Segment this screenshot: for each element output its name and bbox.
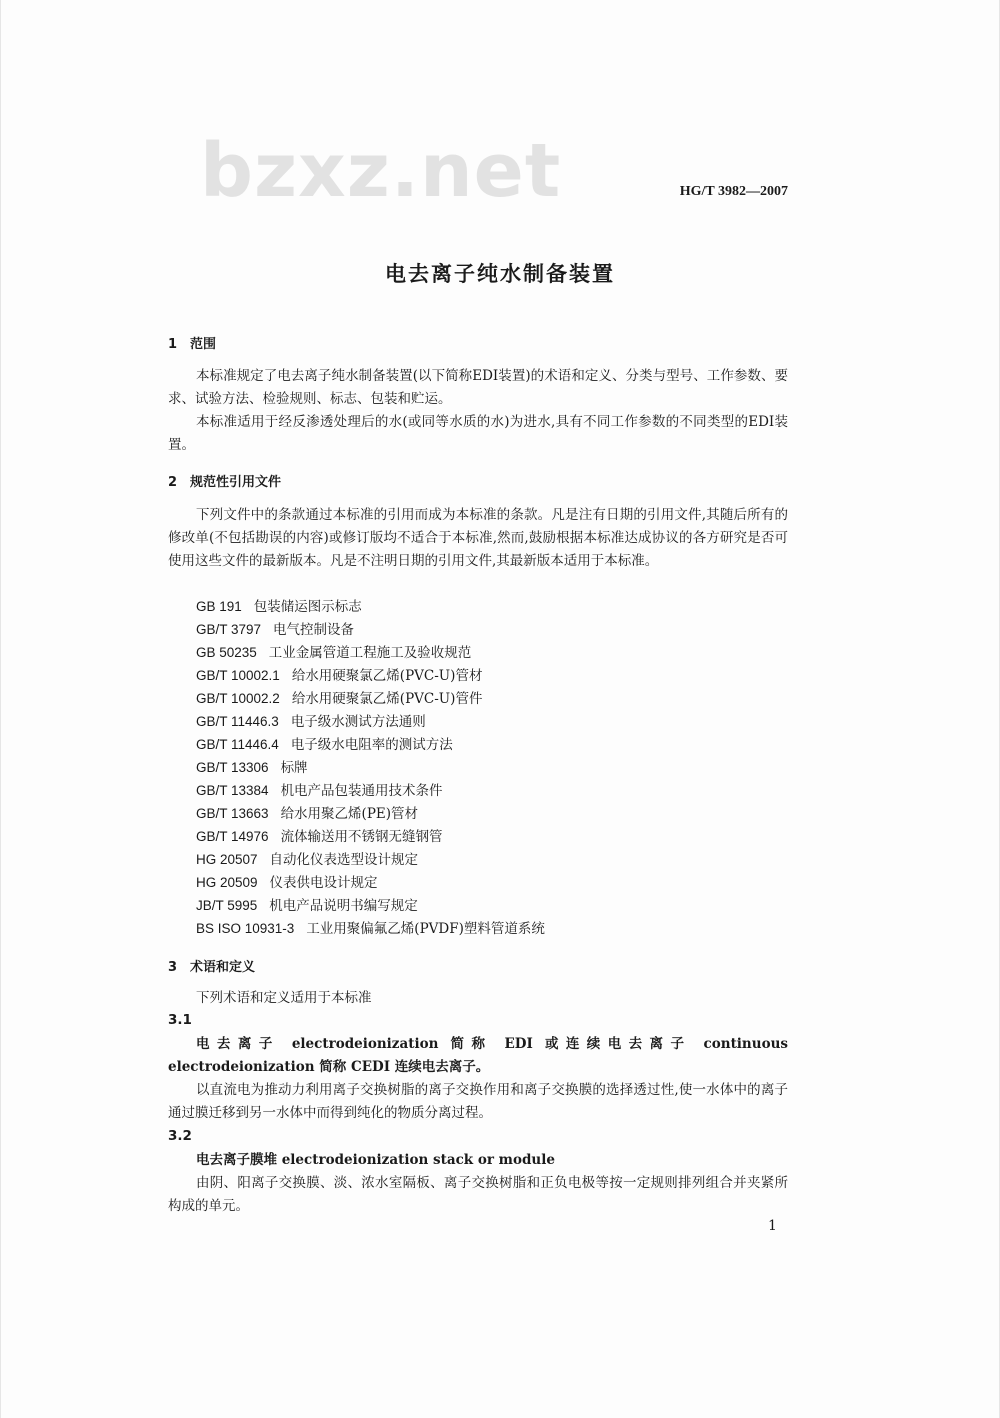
reference-code: HG 20507 xyxy=(196,852,258,867)
reference-title: 标牌 xyxy=(280,760,308,776)
reference-title: 机电产品包装通用技术条件 xyxy=(280,783,443,799)
reference-item xyxy=(196,756,545,779)
reference-code: GB/T 11446.3 xyxy=(196,714,279,729)
watermark: bzxz.net xyxy=(200,128,562,214)
reference-item xyxy=(196,871,545,894)
reference-item xyxy=(196,802,545,825)
reference-item xyxy=(196,687,545,710)
reference-item xyxy=(196,848,545,871)
reference-list xyxy=(196,595,545,940)
reference-item xyxy=(196,894,545,917)
section-1-body xyxy=(168,365,788,457)
reference-item xyxy=(196,779,545,802)
term-heading: 电去离子膜堆 electrodeionization stack or module xyxy=(196,1152,555,1168)
section-number: 1 xyxy=(168,337,178,352)
reference-code: GB 50235 xyxy=(196,645,257,660)
section-1-heading xyxy=(168,333,788,352)
reference-code: GB/T 10002.2 xyxy=(196,691,280,706)
reference-title: 电气控制设备 xyxy=(273,622,355,638)
reference-title: 流体输送用不锈钢无缝钢管 xyxy=(280,829,443,845)
reference-code: GB/T 14976 xyxy=(196,829,269,844)
clause-number: 3.2 xyxy=(168,1128,192,1144)
reference-item xyxy=(196,641,545,664)
page-title: 电去离子纯水制备装置 xyxy=(385,262,615,286)
paragraph: 由阴、阳离子交换膜、淡、浓水室隔板、离子交换树脂和正负电极等按一定规则排列组合并夹紧所构成的单元。 xyxy=(168,1175,788,1214)
section-number: 2 xyxy=(168,475,178,490)
paragraph: 本标准适用于经反渗透处理后的水(或同等水质的水)为进水,具有不同工作参数的不同类型的EDI装置。 xyxy=(168,414,788,453)
document-number: HG/T 3982—2007 xyxy=(679,184,788,199)
reference-title: 自动化仪表选型设计规定 xyxy=(269,852,419,868)
reference-code: GB/T 11446.4 xyxy=(196,737,279,752)
section-number: 3 xyxy=(168,960,178,975)
section-title: 术语和定义 xyxy=(190,960,256,975)
reference-item xyxy=(196,710,545,733)
reference-title: 给水用硬聚氯乙烯(PVC-U)管件 xyxy=(291,691,483,707)
paragraph: 本标准规定了电去离子纯水制备装置(以下简称EDI装置)的术语和定义、分类与型号、工作参数、要求、试验方法、检验规则、标志、包装和贮运。 xyxy=(168,368,788,407)
section-title: 规范性引用文件 xyxy=(190,475,282,490)
reference-item xyxy=(196,595,545,618)
section-2-body xyxy=(168,504,788,573)
reference-item xyxy=(196,733,545,756)
reference-title: 机电产品说明书编写规定 xyxy=(269,898,418,914)
reference-title: 工业金属管道工程施工及验收规范 xyxy=(268,645,472,661)
reference-title: 仪表供电设计规定 xyxy=(269,875,378,891)
section-2-heading xyxy=(168,471,788,490)
reference-code: GB 191 xyxy=(196,599,242,614)
reference-item xyxy=(196,664,545,687)
reference-title: 电子级水测试方法通则 xyxy=(290,714,426,730)
paragraph: 下列文件中的条款通过本标准的引用而成为本标准的条款。凡是注有日期的引用文件,其随后所有的修改单(不包括勘误的内容)或修订版均不适合于本标准,然而,鼓励根据本标准达成协议的各方研究是否可使用这些文件的最新版本。凡是不注明日期的引用文件,其最新版本适用于本标准。 xyxy=(168,507,788,569)
page-number: 1 xyxy=(768,1218,777,1234)
clause-number: 3.1 xyxy=(168,1012,192,1028)
reference-code: GB/T 3797 xyxy=(196,622,262,637)
reference-code: BS ISO 10931-3 xyxy=(196,921,295,936)
term-heading: 电去离子 electrodeionization 简称 EDI 或连续电去离子 continuous electrodeionization 简称 CEDI 连续电去离子。 xyxy=(168,1036,788,1075)
reference-code: GB/T 13384 xyxy=(196,783,269,798)
reference-code: HG 20509 xyxy=(196,875,258,890)
reference-item xyxy=(196,618,545,641)
section-3-intro xyxy=(168,987,788,1010)
reference-item xyxy=(196,825,545,848)
definition xyxy=(168,1079,788,1125)
paragraph: 以直流电为推动力利用离子交换树脂的离子交换作用和离子交换膜的选择透过性,使一水体中的离子通过膜迁移到另一水体中而得到纯化的物质分离过程。 xyxy=(168,1082,788,1121)
reference-code: GB/T 13306 xyxy=(196,760,269,775)
reference-code: GB/T 10002.1 xyxy=(196,668,280,683)
reference-title: 给水用聚乙烯(PE)管材 xyxy=(280,806,419,822)
reference-title: 电子级水电阻率的测试方法 xyxy=(290,737,453,753)
reference-title: 工业用聚偏氟乙烯(PVDF)塑料管道系统 xyxy=(306,921,545,937)
reference-item xyxy=(196,917,545,940)
reference-code: GB/T 13663 xyxy=(196,806,269,821)
definition xyxy=(168,1172,788,1218)
section-3-heading xyxy=(168,956,788,975)
reference-title: 包装储运图示标志 xyxy=(253,599,362,615)
reference-title: 给水用硬聚氯乙烯(PVC-U)管材 xyxy=(291,668,483,684)
section-title: 范围 xyxy=(190,337,217,352)
reference-code: JB/T 5995 xyxy=(196,898,258,913)
paragraph: 下列术语和定义适用于本标准 xyxy=(196,990,372,1006)
